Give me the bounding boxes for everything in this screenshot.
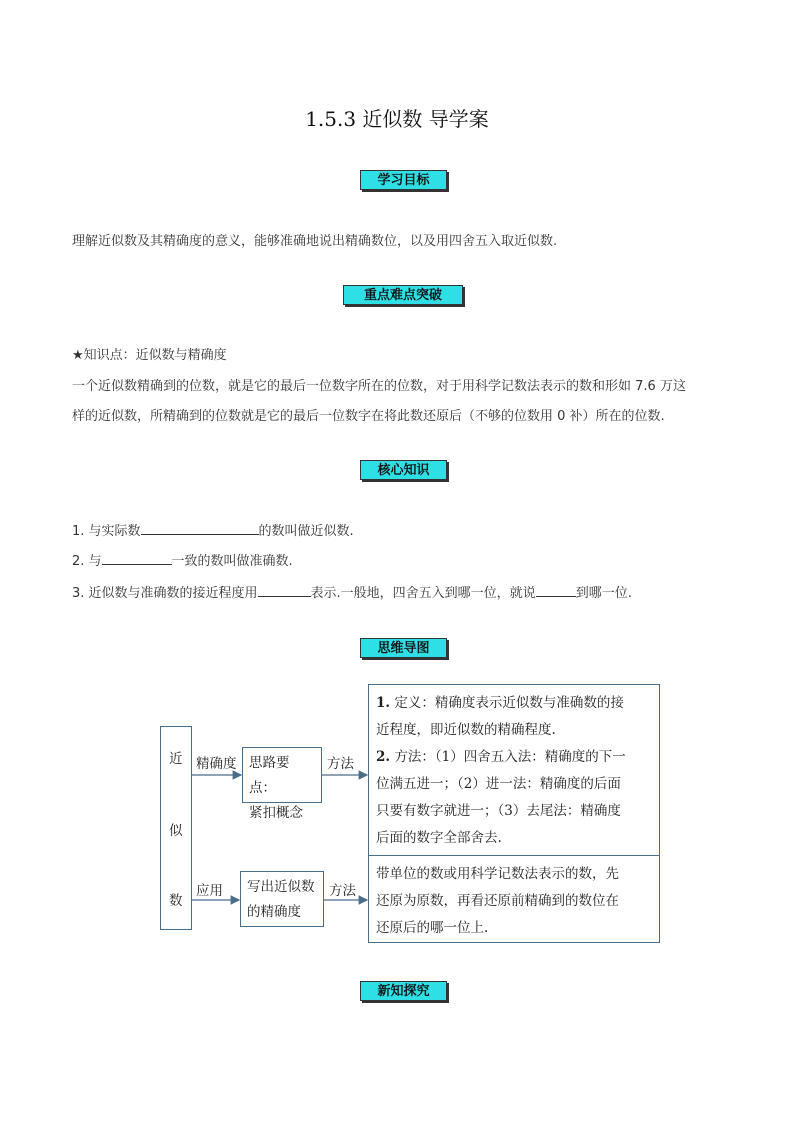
root-char-1: 近 (169, 751, 183, 767)
branch1-detail-line4: 位满五进一；（2）进一法：精确度的后面 (376, 776, 621, 792)
key-point-line1: 一个近似数精确到的位数，就是它的最后一位数字所在的位数，对于用科学记数法表示的数和形如 7.6 万这 (72, 379, 686, 394)
branch2-detail-line3: 还原后的哪一位上. (376, 920, 489, 936)
branch1-box (242, 747, 322, 821)
branch2-box (240, 871, 324, 927)
fill-blank-4[interactable] (536, 583, 576, 597)
branch1-method: 方法 (327, 756, 354, 772)
page-title: 1.5.3 近似数 导学案 (305, 107, 489, 131)
branch1-detail-line6: 后面的数字全部舍去. (376, 830, 502, 846)
core-item-1-suffix: 的数叫做近似数. (258, 524, 354, 539)
key-point-heading: ★知识点：近似数与精确度 (72, 348, 227, 363)
core-item-2-suffix: 一致的数叫做准确数. (171, 554, 293, 569)
branch2-box-line1: 写出近似数 (247, 879, 315, 895)
branch1-detail-line1 (376, 690, 652, 717)
detail-text-1: 定义：精确度表示近似数与准确数的接 (390, 695, 624, 711)
core-item-3 (72, 582, 632, 601)
detail-num-2: 2. (376, 749, 391, 765)
core-item-2-prefix: 2. 与 (72, 554, 102, 569)
branch2-detail-line2: 还原为原数，再看还原前精确到的数位在 (376, 893, 619, 909)
fill-blank-1[interactable] (141, 521, 259, 535)
branch2-method: 方法 (329, 883, 356, 899)
root-char-3: 数 (169, 893, 183, 909)
fill-blank-2[interactable] (102, 551, 172, 565)
section-goal: 学习目标 (360, 170, 447, 190)
core-item-3-middle: 表示.一般地，四舍五入到哪一位，就说 (310, 586, 536, 601)
section-core: 核心知识 (360, 460, 447, 480)
core-item-1 (72, 520, 354, 539)
root-char-2: 似 (169, 823, 183, 839)
branch2-detail-box (368, 855, 660, 943)
core-item-3-suffix: 到哪一位. (575, 586, 632, 601)
branch1-detail-line5: 只要有数字就进一；（3）去尾法：精确度 (376, 803, 621, 819)
branch1-label: 精确度 (196, 756, 237, 772)
branch2-detail-line1: 带单位的数或用科学记数法表示的数，先 (376, 866, 619, 882)
core-item-2 (72, 550, 293, 569)
detail-text-3: 方法：（1）四舍五入法：精确度的下一 (390, 749, 626, 765)
branch1-box-line1: 思路要点： (249, 755, 290, 796)
branch1-detail-box (368, 684, 660, 856)
branch2-label: 应用 (196, 883, 223, 899)
detail-num-1: 1. (376, 695, 391, 711)
section-explore: 新知探究 (360, 981, 447, 1001)
branch2-box-line2: 的精确度 (247, 904, 301, 920)
branch1-detail-line3 (376, 744, 652, 771)
goal-text: 理解近似数及其精确度的意义，能够准确地说出精确数位，以及用四舍五入取近似数. (72, 234, 558, 249)
mindmap-root (160, 726, 192, 930)
core-item-1-prefix: 1. 与实际数 (72, 524, 141, 539)
section-mindmap: 思维导图 (360, 638, 447, 658)
branch1-detail-line2: 近程度，即近似数的精确程度. (376, 722, 556, 738)
key-point-line2: 样的近似数，所精确到的位数就是它的最后一位数字在将此数还原后（不够的位数用 0 补）所在的位数. (72, 409, 665, 424)
branch1-box-line2: 紧扣概念 (249, 805, 303, 821)
core-item-3-prefix: 3. 近似数与准确数的接近程度用 (72, 586, 258, 601)
section-key: 重点难点突破 (343, 285, 463, 305)
fill-blank-3[interactable] (258, 583, 311, 597)
